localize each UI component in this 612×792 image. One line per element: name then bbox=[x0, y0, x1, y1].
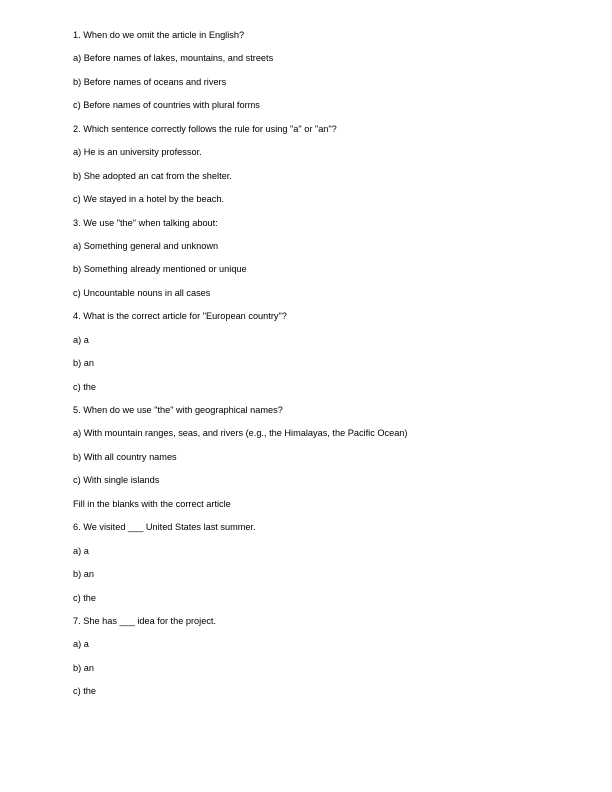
question-5-option-b: b) With all country names bbox=[73, 451, 177, 462]
question-7-option-a: a) a bbox=[73, 639, 89, 650]
question-7: 7. She has ___ idea for the project. bbox=[73, 615, 217, 626]
question-6-option-b: b) an bbox=[73, 569, 94, 580]
question-5: 5. When do we use "the" with geographical names? bbox=[73, 405, 283, 415]
question-5-option-c: c) With single islands bbox=[73, 475, 160, 486]
question-6-option-c: c) the bbox=[73, 592, 96, 603]
question-4-option-c: c) the bbox=[73, 381, 96, 392]
question-3-option-a: a) Something general and unknown bbox=[73, 240, 219, 251]
question-2: 2. Which sentence correctly follows the rule for using "a" or "an"? bbox=[73, 123, 337, 134]
question-3: 3. We use "the" when talking about: bbox=[73, 217, 218, 228]
question-2-option-a: a) He is an university professor. bbox=[73, 147, 202, 158]
question-1: 1. When do we omit the article in English? bbox=[73, 30, 245, 40]
question-7-option-b: b) an bbox=[73, 662, 94, 673]
question-7-option-c: c) the bbox=[73, 686, 96, 697]
question-6-option-a: a) a bbox=[73, 545, 89, 556]
quiz-content bbox=[73, 28, 573, 708]
question-1-option-a: a) Before names of lakes, mountains, and streets bbox=[73, 53, 274, 64]
question-3-option-c: c) Uncountable nouns in all cases bbox=[73, 287, 211, 298]
question-4-option-a: a) a bbox=[73, 334, 89, 345]
question-2-option-b: b) She adopted an cat from the shelter. bbox=[73, 170, 232, 181]
question-3-option-b: b) Something already mentioned or unique bbox=[73, 264, 247, 275]
section-heading: Fill in the blanks with the correct article bbox=[73, 498, 231, 509]
question-5-option-a: a) With mountain ranges, seas, and rivers (e.g., the Himalayas, the Pacific Ocean) bbox=[73, 428, 408, 439]
question-1-option-b: b) Before names of oceans and rivers bbox=[73, 76, 227, 87]
question-2-option-c: c) We stayed in a hotel by the beach. bbox=[73, 194, 225, 205]
question-1-option-c: c) Before names of countries with plural forms bbox=[73, 100, 260, 111]
question-4: 4. What is the correct article for "European country"? bbox=[73, 311, 287, 322]
question-6: 6. We visited ___ United States last summer. bbox=[73, 522, 256, 533]
question-4-option-b: b) an bbox=[73, 358, 94, 369]
